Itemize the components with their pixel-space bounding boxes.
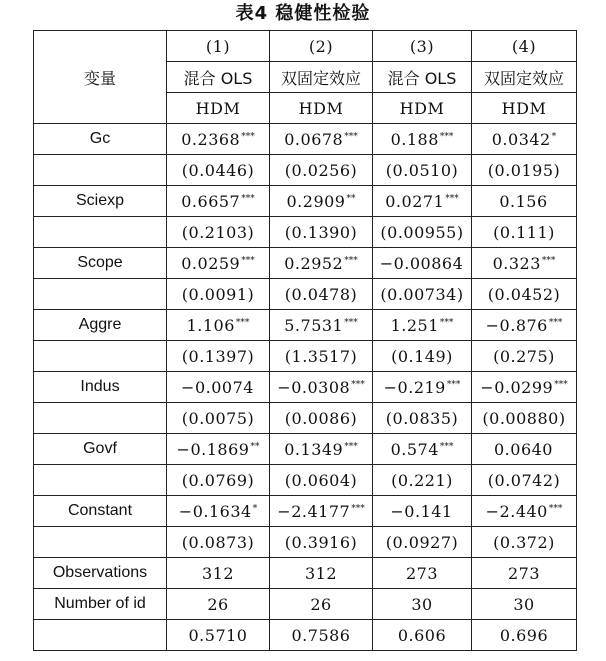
significance-stars: *** (351, 503, 365, 514)
coefficient-value: 1.106 (186, 315, 235, 335)
coefficient-value: −0.1634 (178, 501, 252, 521)
coefficient-cell (167, 496, 270, 527)
dependent-variable-cell: HDM (167, 93, 270, 124)
significance-stars: *** (241, 193, 255, 204)
variable-name-cell: Gc (34, 124, 167, 155)
coefficient-cell (373, 186, 472, 217)
standard-error-row (34, 465, 577, 496)
coefficient-cell (270, 186, 373, 217)
coefficient-cell (167, 186, 270, 217)
standard-error-row (34, 403, 577, 434)
standard-error-cell: (0.0742) (472, 465, 577, 496)
significance-stars: ** (346, 193, 356, 204)
summary-value-cell: 0.5710 (167, 620, 270, 651)
coefficient-value: 0.2368 (181, 129, 241, 149)
coefficient-cell (472, 434, 577, 465)
coefficient-row (34, 248, 577, 279)
coefficient-cell (167, 310, 270, 341)
significance-stars: *** (241, 255, 255, 266)
standard-error-cell: (0.0927) (373, 527, 472, 558)
model-number-cell: (2) (270, 31, 373, 62)
significance-stars: * (551, 131, 557, 142)
standard-error-cell: (0.0604) (270, 465, 373, 496)
coefficient-cell (270, 372, 373, 403)
standard-error-cell: (0.3916) (270, 527, 373, 558)
standard-error-cell: (0.00955) (373, 217, 472, 248)
summary-value-cell: 30 (373, 589, 472, 620)
dependent-variable-cell: HDM (472, 93, 577, 124)
summary-value-cell: 0.696 (472, 620, 577, 651)
coefficient-cell (472, 186, 577, 217)
standard-error-cell: (0.0478) (270, 279, 373, 310)
summary-label-cell: Number of id (34, 589, 167, 620)
coefficient-value: 5.7531 (284, 315, 344, 335)
standard-error-cell: (0.0446) (167, 155, 270, 186)
summary-row (34, 589, 577, 620)
coefficient-cell (373, 248, 472, 279)
coefficient-value: −0.00864 (379, 253, 464, 273)
empty-label-cell (34, 279, 167, 310)
empty-label-cell (34, 403, 167, 434)
standard-error-cell: (0.111) (472, 217, 577, 248)
coefficient-value: 0.188 (390, 129, 439, 149)
method-cell: 混合 OLS (167, 62, 270, 93)
coefficient-value: 0.2909 (286, 191, 346, 211)
coefficient-value: 0.2952 (284, 253, 344, 273)
summary-value-cell: 26 (270, 589, 373, 620)
standard-error-cell: (0.0195) (472, 155, 577, 186)
method-cell: 混合 OLS (373, 62, 472, 93)
coefficient-cell (472, 310, 577, 341)
significance-stars: *** (235, 317, 250, 328)
coefficient-cell (270, 248, 373, 279)
variable-header: 变量 (34, 31, 167, 124)
coefficient-cell (270, 496, 373, 527)
coefficient-cell (472, 496, 577, 527)
summary-row (34, 558, 577, 589)
coefficient-cell (270, 310, 373, 341)
model-number-cell: (3) (373, 31, 472, 62)
coefficient-value: 0.574 (390, 439, 439, 459)
standard-error-row (34, 527, 577, 558)
variable-name-cell: Aggre (34, 310, 167, 341)
coefficient-value: 0.0342 (491, 129, 551, 149)
coefficient-value: 0.0271 (385, 191, 445, 211)
summary-label-cell: Observations (34, 558, 167, 589)
regression-table (33, 30, 577, 651)
coefficient-value: −0.0308 (277, 377, 351, 397)
coefficient-cell (167, 124, 270, 155)
method-cell: 双固定效应 (270, 62, 373, 93)
coefficient-value: 0.1349 (284, 439, 344, 459)
coefficient-value: 0.323 (492, 253, 541, 273)
dependent-variable-cell: HDM (373, 93, 472, 124)
coefficient-cell (373, 434, 472, 465)
variable-name-cell: Indus (34, 372, 167, 403)
coefficient-row (34, 186, 577, 217)
coefficient-value: 0.156 (499, 191, 548, 211)
coefficient-value: −0.0074 (181, 377, 254, 397)
variable-name-cell: Govf (34, 434, 167, 465)
dependent-variable-cell: HDM (270, 93, 373, 124)
coefficient-row (34, 496, 577, 527)
standard-error-row (34, 279, 577, 310)
coefficient-cell (373, 124, 472, 155)
significance-stars: *** (439, 317, 454, 328)
significance-stars: *** (439, 131, 454, 142)
significance-stars: *** (344, 317, 358, 328)
standard-error-cell: (0.00734) (373, 279, 472, 310)
coefficient-value: −2.4177 (277, 501, 351, 521)
standard-error-row (34, 217, 577, 248)
standard-error-cell: (0.149) (373, 341, 472, 372)
significance-stars: *** (548, 317, 563, 328)
summary-value-cell: 30 (472, 589, 577, 620)
summary-label-cell (34, 620, 167, 651)
standard-error-cell: (0.0256) (270, 155, 373, 186)
significance-stars: *** (344, 441, 358, 452)
coefficient-row (34, 434, 577, 465)
coefficient-cell (373, 372, 472, 403)
standard-error-cell: (0.0075) (167, 403, 270, 434)
significance-stars: *** (446, 379, 461, 390)
coefficient-cell (373, 310, 472, 341)
standard-error-cell: (0.2103) (167, 217, 270, 248)
empty-label-cell (34, 155, 167, 186)
standard-error-cell: (0.1397) (167, 341, 270, 372)
standard-error-cell: (1.3517) (270, 341, 373, 372)
significance-stars: * (252, 503, 258, 514)
significance-stars: *** (548, 503, 563, 514)
standard-error-cell: (0.0452) (472, 279, 577, 310)
summary-row (34, 620, 577, 651)
standard-error-cell: (0.0086) (270, 403, 373, 434)
summary-value-cell: 312 (270, 558, 373, 589)
significance-stars: *** (351, 379, 365, 390)
table-title: 表4 稳健性检验 (235, 3, 371, 24)
coefficient-cell (167, 248, 270, 279)
standard-error-cell: (0.0091) (167, 279, 270, 310)
variable-name-cell: Constant (34, 496, 167, 527)
standard-error-cell: (0.1390) (270, 217, 373, 248)
coefficient-value: −0.1869 (176, 439, 250, 459)
summary-value-cell: 273 (373, 558, 472, 589)
coefficient-row (34, 124, 577, 155)
empty-label-cell (34, 341, 167, 372)
coefficient-value: 0.0640 (494, 439, 553, 459)
coefficient-cell (472, 372, 577, 403)
standard-error-cell: (0.0873) (167, 527, 270, 558)
coefficient-value: 1.251 (390, 315, 439, 335)
coefficient-value: −2.440 (485, 501, 548, 521)
coefficient-cell (167, 434, 270, 465)
summary-value-cell: 0.7586 (270, 620, 373, 651)
standard-error-cell: (0.275) (472, 341, 577, 372)
coefficient-value: −0.876 (485, 315, 548, 335)
significance-stars: *** (541, 255, 556, 266)
header-row-model-numbers (34, 31, 577, 62)
empty-label-cell (34, 527, 167, 558)
significance-stars: *** (439, 441, 454, 452)
significance-stars: *** (554, 379, 568, 390)
coefficient-cell (373, 496, 472, 527)
empty-label-cell (34, 217, 167, 248)
coefficient-cell (472, 248, 577, 279)
standard-error-row (34, 341, 577, 372)
significance-stars: *** (344, 255, 358, 266)
significance-stars: *** (241, 131, 255, 142)
variable-name-cell: Scope (34, 248, 167, 279)
standard-error-cell: (0.0835) (373, 403, 472, 434)
standard-error-cell: (0.221) (373, 465, 472, 496)
coefficient-row (34, 372, 577, 403)
summary-value-cell: 312 (167, 558, 270, 589)
model-number-cell: (1) (167, 31, 270, 62)
coefficient-cell (167, 372, 270, 403)
standard-error-row (34, 155, 577, 186)
coefficient-cell (270, 434, 373, 465)
method-cell: 双固定效应 (472, 62, 577, 93)
coefficient-value: 0.0678 (284, 129, 344, 149)
coefficient-value: −0.219 (383, 377, 446, 397)
summary-value-cell: 0.606 (373, 620, 472, 651)
model-number-cell: (4) (472, 31, 577, 62)
coefficient-value: 0.0259 (181, 253, 241, 273)
summary-value-cell: 26 (167, 589, 270, 620)
standard-error-cell: (0.0510) (373, 155, 472, 186)
coefficient-value: 0.6657 (181, 191, 241, 211)
empty-label-cell (34, 465, 167, 496)
coefficient-value: −0.0299 (480, 377, 554, 397)
significance-stars: *** (344, 131, 358, 142)
coefficient-value: −0.141 (390, 501, 453, 521)
significance-stars: *** (445, 193, 459, 204)
coefficient-cell (472, 124, 577, 155)
standard-error-cell: (0.0769) (167, 465, 270, 496)
coefficient-cell (270, 124, 373, 155)
standard-error-cell: (0.00880) (472, 403, 577, 434)
significance-stars: ** (250, 441, 260, 452)
standard-error-cell: (0.372) (472, 527, 577, 558)
summary-value-cell: 273 (472, 558, 577, 589)
coefficient-row (34, 310, 577, 341)
variable-name-cell: Sciexp (34, 186, 167, 217)
